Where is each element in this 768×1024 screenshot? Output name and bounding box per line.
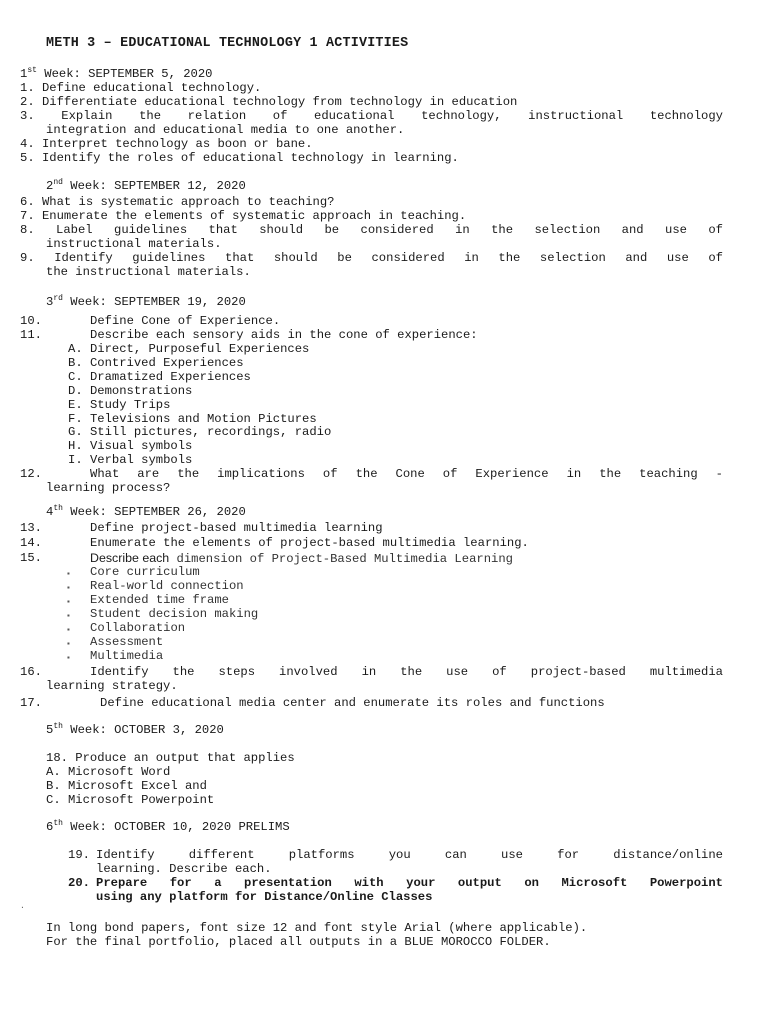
list-item: 4. Interpret technology as boon or bane.	[20, 137, 313, 151]
list-item: 6. What is systematic approach to teaching?	[20, 195, 335, 209]
list-item: Enumerate the elements of project-based multimedia learning.	[90, 536, 529, 550]
list-item-number: 20.	[68, 876, 90, 890]
list-item	[90, 551, 513, 566]
stray-mark: .	[20, 902, 25, 911]
list-item-continuation: the instructional materials.	[46, 265, 251, 279]
list-item: Define Cone of Experience.	[90, 314, 281, 328]
week-6-heading	[46, 820, 290, 834]
list-item-continuation: learning strategy.	[46, 679, 178, 693]
dimension-item: Multimedia	[90, 649, 164, 663]
list-item: 8. Label guidelines that should be considered in the selection and use of	[20, 223, 723, 237]
list-item: Describe each sensory aids in the cone of experience:	[90, 328, 478, 342]
list-item-number: 11.	[20, 328, 42, 342]
footer-note: For the final portfolio, placed all outputs in a BLUE MOROCCO FOLDER.	[46, 935, 551, 949]
dimension-item: Student decision making	[90, 607, 259, 621]
list-item: Identify the steps involved in the use of project-based multimedia	[90, 665, 723, 679]
list-item-number: 16.	[20, 665, 42, 679]
list-item: 9. Identify guidelines that should be considered in the selection and use of	[20, 251, 723, 265]
bullet-icon: ▪	[66, 584, 71, 593]
dimension-item: Collaboration	[90, 621, 186, 635]
dimension-item: Real-world connection	[90, 579, 244, 593]
week-number: 6	[46, 820, 54, 834]
sub-list-item: D. Demonstrations	[68, 384, 193, 398]
item-text: dimension of Project-Based Multimedia Learning	[169, 552, 513, 566]
list-item-number: 12.	[20, 467, 42, 481]
week-ordinal: th	[53, 818, 63, 828]
week-date: Week: SEPTEMBER 19, 2020	[62, 295, 246, 309]
list-item-continuation: using any platform for Distance/Online Classes	[96, 890, 433, 904]
list-item: Define educational media center and enumerate its roles and functions	[100, 696, 605, 710]
week-date: Week: SEPTEMBER 26, 2020	[62, 505, 246, 519]
week-date: Week: SEPTEMBER 5, 2020	[36, 67, 213, 81]
list-item: Define project-based multimedia learning	[90, 521, 383, 535]
bullet-icon: ▪	[66, 640, 71, 649]
week-ordinal: st	[27, 65, 37, 75]
week-number: 1	[20, 67, 28, 81]
week-2-heading	[46, 179, 246, 193]
sub-list-item: F. Televisions and Motion Pictures	[68, 412, 317, 426]
week-date: Week: OCTOBER 3, 2020	[62, 723, 224, 737]
sub-list-item: A. Microsoft Word	[46, 765, 171, 779]
bullet-icon: ▪	[66, 612, 71, 621]
list-item-continuation: learning. Describe each.	[96, 862, 272, 876]
sub-list-item: A. Direct, Purposeful Experiences	[68, 342, 310, 356]
bullet-icon: ▪	[66, 570, 71, 579]
week-1-heading	[20, 67, 212, 81]
week-ordinal: rd	[53, 293, 63, 303]
footer-note: In long bond papers, font size 12 and font style Arial (where applicable).	[46, 921, 588, 935]
list-item-number: 14.	[20, 536, 42, 550]
list-item-number: 15.	[20, 551, 42, 565]
week-number: 2	[46, 179, 54, 193]
item-text-sans: Describe each	[90, 551, 170, 565]
dimension-item: Extended time frame	[90, 593, 229, 607]
list-item: 2. Differentiate educational technology from technology in education	[20, 95, 518, 109]
week-ordinal: th	[53, 503, 63, 513]
sub-list-item: G. Still pictures, recordings, radio	[68, 425, 332, 439]
week-ordinal: nd	[53, 177, 63, 187]
week-ordinal: th	[53, 721, 63, 731]
list-item-continuation: learning process?	[46, 481, 171, 495]
list-item-continuation: instructional materials.	[46, 237, 222, 251]
sub-list-item: E. Study Trips	[68, 398, 171, 412]
list-item: 1. Define educational technology.	[20, 81, 262, 95]
sub-list-item: B. Contrived Experiences	[68, 356, 244, 370]
sub-list-item: C. Microsoft Powerpoint	[46, 793, 215, 807]
list-item-number: 13.	[20, 521, 42, 535]
list-item: 18. Produce an output that applies	[46, 751, 295, 765]
bullet-icon: ▪	[66, 598, 71, 607]
bullet-icon: ▪	[66, 654, 71, 663]
list-item: 3. Explain the relation of educational technology, instructional technology	[20, 109, 723, 123]
list-item-number: 19.	[68, 848, 90, 862]
week-5-heading	[46, 723, 224, 737]
page-title: METH 3 – EDUCATIONAL TECHNOLOGY 1 ACTIVITIES	[46, 36, 409, 51]
list-item: What are the implications of the Cone of Experience in the teaching -	[90, 467, 723, 481]
sub-list-item: B. Microsoft Excel and	[46, 779, 207, 793]
list-item-number: 10.	[20, 314, 42, 328]
sub-list-item: C. Dramatized Experiences	[68, 370, 251, 384]
week-date: Week: OCTOBER 10, 2020 PRELIMS	[62, 820, 290, 834]
sub-list-item: H. Visual symbols	[68, 439, 193, 453]
list-item-continuation: integration and educational media to one another.	[46, 123, 405, 137]
list-item: 7. Enumerate the elements of systematic approach in teaching.	[20, 209, 467, 223]
list-item: Identify different platforms you can use for distance/online	[96, 848, 723, 862]
week-number: 3	[46, 295, 54, 309]
dimension-item: Assessment	[90, 635, 164, 649]
dimension-item: Core curriculum	[90, 565, 200, 579]
week-4-heading	[46, 505, 246, 519]
week-3-heading	[46, 295, 246, 309]
bullet-icon: ▪	[66, 626, 71, 635]
week-number: 5	[46, 723, 54, 737]
week-number: 4	[46, 505, 54, 519]
list-item: Prepare for a presentation with your output on Microsoft Powerpoint	[96, 876, 723, 890]
list-item: 5. Identify the roles of educational technology in learning.	[20, 151, 459, 165]
sub-list-item: I. Verbal symbols	[68, 453, 193, 467]
week-date: Week: SEPTEMBER 12, 2020	[62, 179, 246, 193]
list-item-number: 17.	[20, 696, 42, 710]
